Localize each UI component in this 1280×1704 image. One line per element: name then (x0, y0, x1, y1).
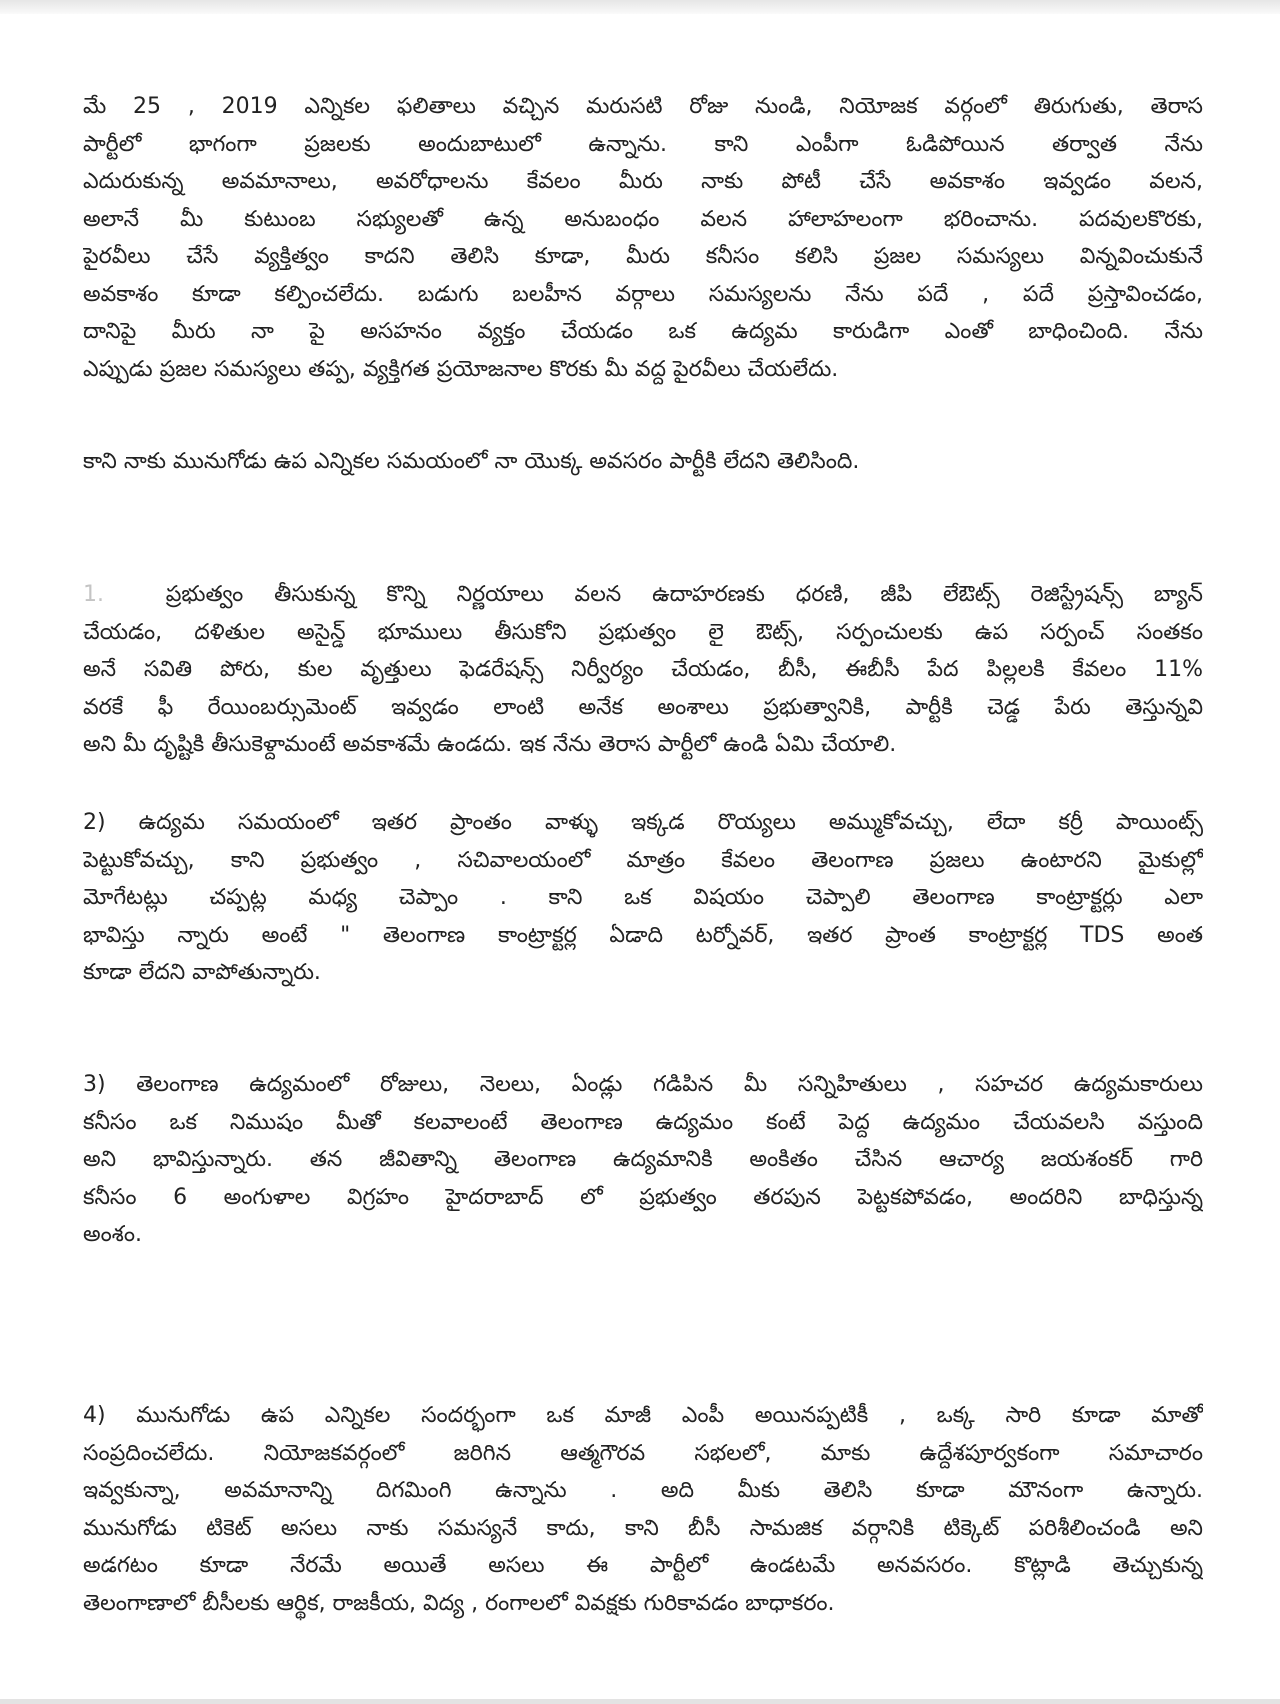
paragraph-munugode (83, 443, 1203, 481)
text-line: అని మీ దృష్టికి తీసుకెళ్దామంటే అవకాశమే ఉండదు. ఇక నేను తెరాస పార్టీలో ఉండి ఏమి చేయాలి. (83, 732, 897, 757)
list-item-2 (83, 804, 1203, 992)
text-line: అలానే మీ కుటుంబ సభ్యులతో ఉన్న అనుబంధం వలన హాలాహలంగా భరించాను. పదవులకొరకు, (83, 206, 1203, 232)
page-bottom-edge (0, 1699, 1280, 1704)
text-line: తెలంగాణాలో బీసీలకు ఆర్థిక, రాజకీయ, విద్య , రంగాలలో వివక్షకు గురికావడం బాధాకరం. (83, 1590, 835, 1616)
text-line: సంప్రదించలేదు. నియోజకవర్గంలో జరిగిన ఆత్మగౌరవ సభలలో, మాకు ఉద్దేశపూర్వకంగా సమాచారం (83, 1440, 1203, 1466)
text-line-content: ప్రభుత్వం తీసుకున్న కొన్ని నిర్ణయాలు వలన ఉదాహరణకు ధరణి, జీపి లేఔట్స్ రెజిస్ట్రేషన్స్ బ్యాన్ (165, 582, 1203, 607)
page-top-edge (0, 0, 1280, 14)
text-line (83, 576, 1203, 614)
text-line: కనీసం 6 అంగుళాల విగ్రహం హైదరాబాద్ లో ప్రభుత్వం తరపున పెట్టకపోవడం, అందరిని బాధిస్తున్న (83, 1184, 1203, 1210)
list-number: 1. (83, 582, 104, 607)
text-line: కాని నాకు మునుగోడు ఉప ఎన్నికల సమయంలో నా యొక్క అవసరం పార్టీకి లేదని తెలిసింది. (83, 449, 860, 474)
text-line: అంశం. (83, 1222, 143, 1247)
text-line: అని భావిస్తున్నారు. తన జీవితాన్ని తెలంగాణ ఉద్యమానికి అంకితం చేసిన ఆచార్య జయశంకర్ గారి (83, 1147, 1203, 1172)
text-line: ఎప్పుడు ప్రజల సమస్యలు తప్ప, వ్యక్తిగత ప్రయోజనాల కొరకు మీ వద్ద పైరవీలు చేయలేదు. (83, 356, 839, 382)
text-line: కనీసం ఒక నిముషం మీతో కలవాలంటే తెలంగాణ ఉద్యమం కంటే పెద్ద ఉద్యమం చేయవలసి వస్తుంది (83, 1109, 1203, 1135)
text-line: చేయడం, దళితుల అసైన్డ్ భూములు తీసుకోని ప్రభుత్వం లై ఔట్స్, సర్పంచులకు ఉప సర్పంచ్ సంతకం (83, 619, 1203, 645)
text-line: పెట్టుకోవచ్చు, కాని ప్రభుత్వం , సచివాలయంలో మాత్రం కేవలం తెలంగాణ ప్రజలు ఉంటారని మైకుల్లో (83, 847, 1203, 873)
list-item-3 (83, 1066, 1203, 1254)
text-line: మునుగోడు టికెట్ అసలు నాకు సమస్యనే కాదు, కాని బీసీ సామజిక వర్గానికి టిక్కెట్ పరిశీలించండి అని (83, 1515, 1203, 1541)
text-line: భావిస్తు న్నారు అంటే " తెలంగాణ కాంట్రాక్టర్ల ఏడాది టర్నోవర్, ఇతర ప్రాంత కాంట్రాక్టర్ల TDS అంత (83, 922, 1203, 948)
text-line: 3) తెలంగాణ ఉద్యమంలో రోజులు, నెలలు, ఏండ్లు గడిపిన మీ సన్నిహితులు , సహచర ఉద్యమకారులు (83, 1072, 1203, 1097)
text-line: 2) ఉద్యమ సమయంలో ఇతర ప్రాంతం వాళ్ళు ఇక్కడ రొయ్యలు అమ్ముకోవచ్చు, లేదా కర్రీ పాయింట్స్ (83, 810, 1203, 835)
text-line: పైరవీలు చేసే వ్యక్తిత్వం కాదని తెలిసి కూడా, మీరు కనీసం కలిసి ప్రజల సమస్యలు విన్నవించుకునే (83, 244, 1203, 269)
text-line: అనే సవితి పోరు, కుల వృత్తులు ఫెడరేషన్స్ నిర్వీర్యం చేయడం, బీసీ, ఈబీసీ పేద పిల్లలకి కేవలం 11% (83, 657, 1203, 682)
text-line: ఎదురుకున్న అవమానాలు, అవరోధాలను కేవలం మీరు నాకు పోటీ చేసే అవకాశం ఇవ్వడం వలన, (83, 169, 1203, 194)
text-line: దానిపై మీరు నా పై అసహనం వ్యక్తం చేయడం ఒక ఉద్యమ కారుడిగా ఎంతో బాధించింది. నేను (83, 319, 1203, 344)
text-line: మోగేటట్లు చప్పట్ల మధ్య చెప్పాం . కాని ఒక విషయం చెప్పాలి తెలంగాణ కాంట్రాక్టర్లు ఎలా (83, 885, 1203, 910)
list-item-4 (83, 1397, 1203, 1622)
list-item-1 (83, 576, 1203, 764)
paragraph-intro (83, 88, 1203, 388)
text-line: అడగటం కూడా నేరమే అయితే అసలు ఈ పార్టీలో ఉండటమే అనవసరం. కొట్లాడి తెచ్చుకున్న (83, 1553, 1203, 1578)
text-line: పార్టీలో భాగంగా ప్రజలకు అందుబాటులో ఉన్నాను. కాని ఎంపీగా ఓడిపోయిన తర్వాత నేను (83, 131, 1203, 157)
text-line: అవకాశం కూడా కల్పించలేదు. బడుగు బలహీన వర్గాలు సమస్యలను నేను పదే , పదే ప్రస్తావించడం, (83, 281, 1203, 307)
text-line: కూడా లేదని వాపోతున్నారు. (83, 960, 321, 985)
text-line: 4) మునుగోడు ఉప ఎన్నికల సందర్భంగా ఒక మాజీ ఎంపీ అయినప్పటికీ , ఒక్క సారి కూడా మాతో (83, 1403, 1203, 1428)
text-line: ఇవ్వకున్నా, అవమానాన్ని దిగమింగి ఉన్నాను . అది మీకు తెలిసి కూడా మౌనంగా ఉన్నారు. (83, 1478, 1203, 1503)
text-line: మే 25 , 2019 ఎన్నికల ఫలితాలు వచ్చిన మరుసటి రోజు నుండి, నియోజక వర్గంలో తిరుగుతు, తెరాస (83, 94, 1203, 119)
text-line: వరకే ఫీ రేయింబర్సుమెంట్ ఇవ్వడం లాంటి అనేక అంశాలు ప్రభుత్వానికి, పార్టీకి చెడ్డ పేరు తెస్తున్నవి (83, 694, 1203, 720)
